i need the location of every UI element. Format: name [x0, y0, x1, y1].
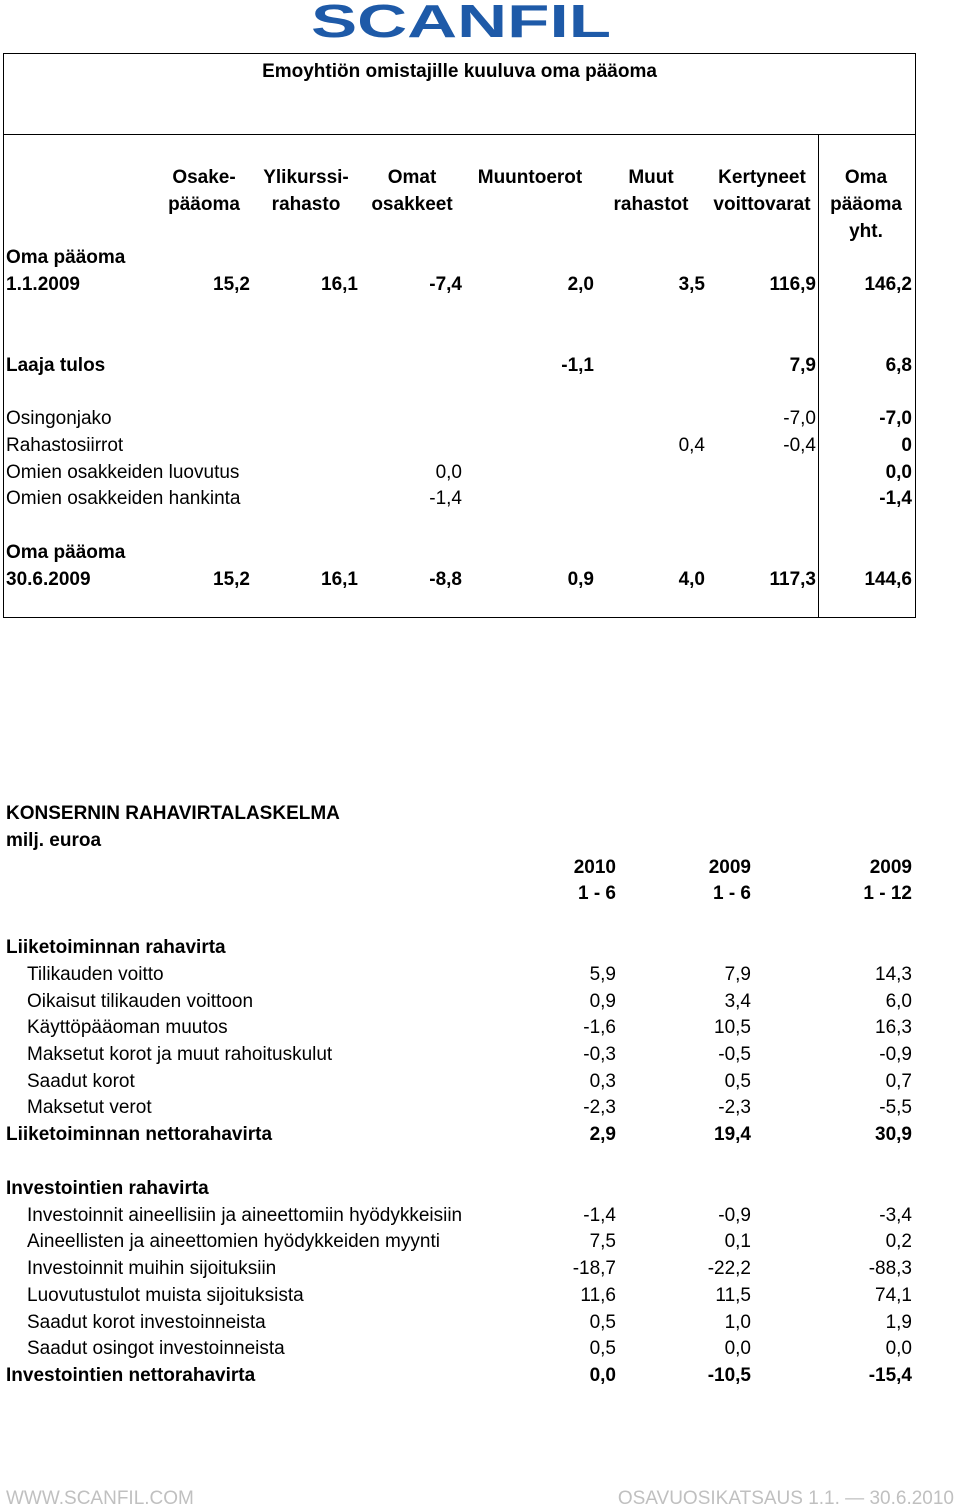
cashflow-item-label: Aineellisten ja aineettomien hyödykkeiden myynti — [27, 1231, 440, 1252]
cashflow-value: 0,3 — [589, 1071, 616, 1092]
cashflow-value: 0,0 — [885, 1338, 912, 1359]
table-divider — [3, 134, 916, 135]
cashflow-value: -0,5 — [718, 1044, 751, 1065]
cashflow-value: 74,1 — [875, 1285, 912, 1306]
section-total-label: Investointien nettorahavirta — [6, 1365, 256, 1386]
cashflow-value: 7,9 — [724, 964, 751, 985]
col-header-muuntoerot: Muuntoerot — [477, 167, 583, 188]
scanfil-logo — [306, 0, 616, 42]
row-value: -0,4 — [783, 435, 816, 456]
row-label: Omien osakkeiden luovutus — [6, 462, 240, 483]
cashflow-value: -2,3 — [583, 1097, 616, 1118]
cashflow-value: 0,5 — [589, 1312, 616, 1333]
cashflow-value: 11,6 — [580, 1285, 616, 1306]
cashflow-value: 10,5 — [714, 1017, 751, 1038]
period-header: 1 - 12 — [863, 883, 912, 904]
cashflow-value: -18,7 — [572, 1258, 616, 1279]
cashflow-value: 0,5 — [589, 1338, 616, 1359]
cashflow-value: 16,3 — [875, 1017, 912, 1038]
year-header: 2010 — [573, 857, 616, 878]
cashflow-value: 5,9 — [589, 964, 616, 985]
cashflow-item-label: Tilikauden voitto — [27, 964, 164, 985]
opening-value: -7,4 — [429, 274, 462, 295]
col-header-kertyneet-voittovarat: Kertyneet voittovarat — [713, 167, 811, 215]
cashflow-item-label: Saadut korot investoinneista — [27, 1312, 266, 1333]
cashflow-value: -88,3 — [868, 1258, 912, 1279]
cashflow-value: 0,9 — [589, 991, 616, 1012]
cashflow-value: -0,9 — [718, 1205, 751, 1226]
opening-value: 116,9 — [769, 274, 816, 295]
row-label: Rahastosiirrot — [6, 435, 124, 456]
cashflow-item-label: Käyttöpääoman muutos — [27, 1017, 228, 1038]
section-total-label: Liiketoiminnan nettorahavirta — [6, 1124, 273, 1145]
row-value: 0,0 — [435, 462, 462, 483]
opening-date: 1.1.2009 — [6, 274, 80, 295]
logo-text: SCANFIL — [311, 0, 611, 42]
cashflow-title: KONSERNIN RAHAVIRTALASKELMA — [6, 803, 340, 824]
opening-value: 2,0 — [567, 274, 594, 295]
cashflow-item-label: Saadut osingot investoinneista — [27, 1338, 285, 1359]
cashflow-item-label: Maksetut verot — [27, 1097, 152, 1118]
cashflow-value: 7,5 — [589, 1231, 616, 1252]
section-total-value: -15,4 — [868, 1365, 912, 1386]
cashflow-value: 1,0 — [724, 1312, 751, 1333]
period-header: 1 - 6 — [712, 883, 751, 904]
cashflow-value: -0,3 — [583, 1044, 616, 1065]
closing-value: 16,1 — [321, 569, 358, 590]
col-header-osakepaaoma: Osake- pääoma — [168, 167, 240, 215]
cashflow-value: -1,6 — [583, 1017, 616, 1038]
row-total: -7,0 — [879, 408, 912, 429]
row-value: -7,0 — [783, 408, 816, 429]
row-value: 7,9 — [789, 355, 816, 376]
closing-label: Oma pääoma — [6, 542, 126, 563]
cashflow-value: -0,9 — [879, 1044, 912, 1065]
cashflow-value: 0,7 — [885, 1071, 912, 1092]
closing-value: 117,3 — [769, 569, 816, 590]
row-value: -1,4 — [429, 488, 462, 509]
opening-label: Oma pääoma — [6, 247, 126, 268]
section-total-value: 19,4 — [714, 1124, 751, 1145]
col-header-ylikurssirahasto: Ylikurssi- rahasto — [263, 167, 349, 215]
cashflow-item-label: Luovutustulot muista sijoituksista — [27, 1285, 304, 1306]
year-header: 2009 — [708, 857, 751, 878]
cashflow-value: 0,5 — [724, 1071, 751, 1092]
cashflow-value: 0,1 — [724, 1231, 751, 1252]
row-total: 0 — [901, 435, 912, 456]
row-label: Laaja tulos — [6, 355, 106, 376]
row-total: 6,8 — [885, 355, 912, 376]
section-total-value: 30,9 — [875, 1124, 912, 1145]
closing-total: 144,6 — [864, 569, 912, 590]
footer-website[interactable]: WWW.SCANFIL.COM — [6, 1488, 194, 1507]
cashflow-value: 0,0 — [724, 1338, 751, 1359]
closing-value: 15,2 — [213, 569, 250, 590]
cashflow-item-label: Maksetut korot ja muut rahoituskulut — [27, 1044, 333, 1065]
cashflow-item-label: Investoinnit aineellisiin ja aineettomiin hyödykkeisiin — [27, 1205, 463, 1226]
cashflow-value: 1,9 — [885, 1312, 912, 1333]
col-header-omat-osakkeet: Omat osakkeet — [371, 167, 453, 215]
row-label: Osingonjako — [6, 408, 112, 429]
section-heading: Investointien rahavirta — [6, 1178, 209, 1199]
section-total-value: 0,0 — [589, 1365, 616, 1386]
equity-table — [3, 53, 916, 618]
footer-report-title: OSAVUOSIKATSAUS 1.1. — 30.6.2010 — [617, 1488, 954, 1507]
cashflow-unit: milj. euroa — [6, 830, 102, 851]
cashflow-value: 11,5 — [715, 1285, 751, 1306]
opening-value: 3,5 — [678, 274, 705, 295]
opening-value: 16,1 — [321, 274, 358, 295]
year-header: 2009 — [869, 857, 912, 878]
cashflow-value: -1,4 — [583, 1205, 616, 1226]
cashflow-value: -5,5 — [879, 1097, 912, 1118]
row-label: Omien osakkeiden hankinta — [6, 488, 241, 509]
col-header-oma-paaoma-yht: Oma pääoma yht. — [830, 167, 902, 242]
cashflow-item-label: Oikaisut tilikauden voittoon — [27, 991, 254, 1012]
cashflow-value: -3,4 — [879, 1205, 912, 1226]
cashflow-value: 3,4 — [724, 991, 751, 1012]
section-heading: Liiketoiminnan rahavirta — [6, 937, 226, 958]
opening-value: 15,2 — [213, 274, 250, 295]
row-value: -1,1 — [561, 355, 594, 376]
row-value: 0,4 — [678, 435, 705, 456]
opening-total: 146,2 — [864, 274, 912, 295]
closing-value: 4,0 — [678, 569, 705, 590]
cashflow-value: -22,2 — [707, 1258, 751, 1279]
closing-date: 30.6.2009 — [6, 569, 91, 590]
row-total: 0,0 — [885, 462, 912, 483]
cashflow-item-label: Investoinnit muihin sijoituksiin — [27, 1258, 277, 1279]
cashflow-value: 6,0 — [885, 991, 912, 1012]
cashflow-value: 14,3 — [875, 964, 912, 985]
cashflow-value: -2,3 — [718, 1097, 751, 1118]
closing-value: -8,8 — [429, 569, 462, 590]
col-header-muut-rahastot: Muut rahastot — [613, 167, 689, 215]
period-header: 1 - 6 — [577, 883, 616, 904]
section-total-value: -10,5 — [707, 1365, 751, 1386]
cashflow-item-label: Saadut korot — [27, 1071, 135, 1092]
section-total-value: 2,9 — [589, 1124, 616, 1145]
cashflow-value: 0,2 — [885, 1231, 912, 1252]
equity-title: Emoyhtiön omistajille kuuluva oma pääoma — [262, 61, 657, 82]
row-total: -1,4 — [879, 488, 912, 509]
closing-value: 0,9 — [567, 569, 594, 590]
